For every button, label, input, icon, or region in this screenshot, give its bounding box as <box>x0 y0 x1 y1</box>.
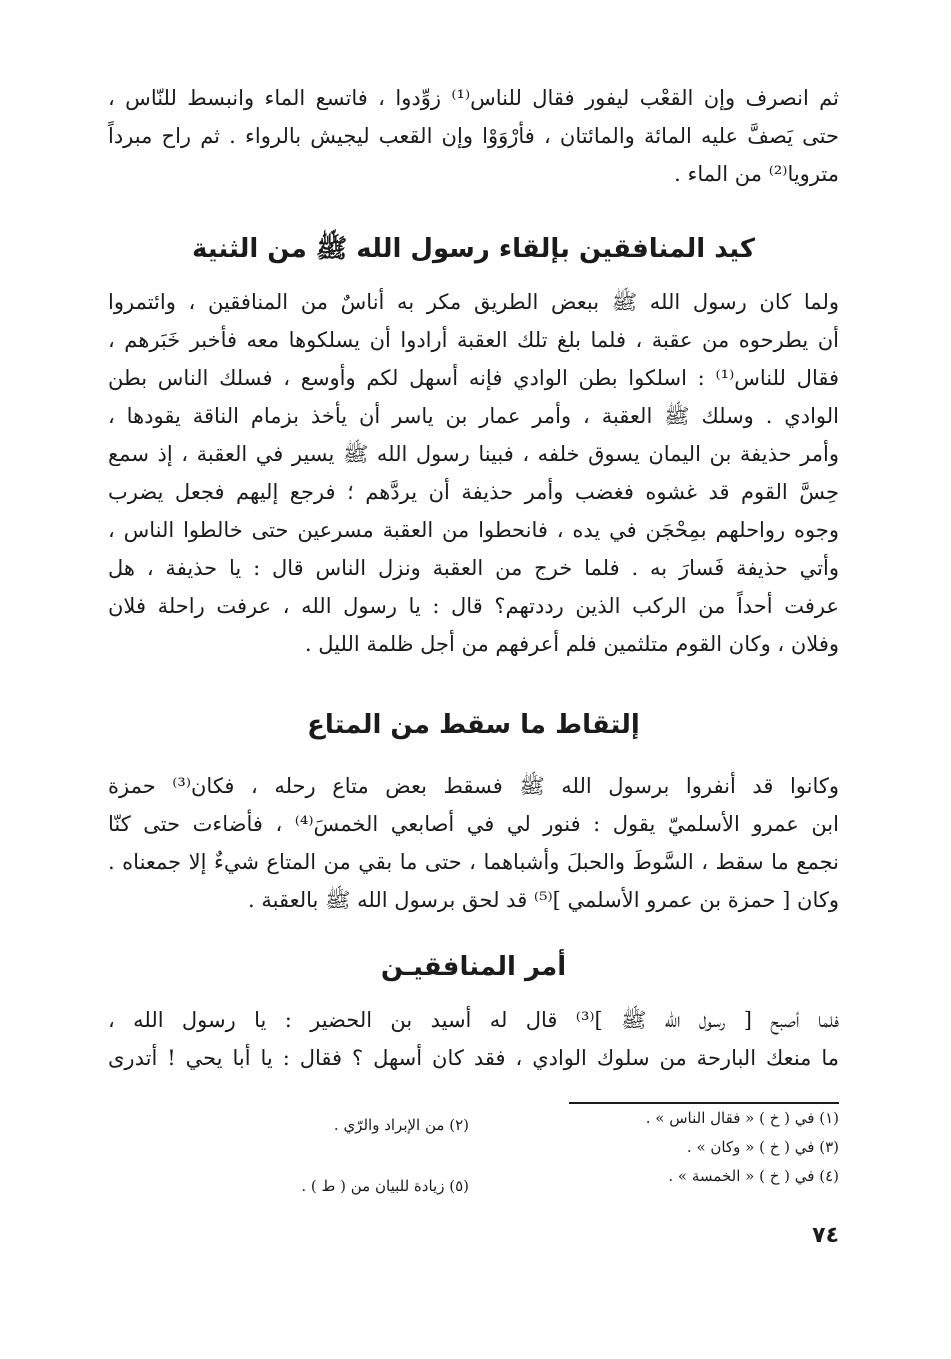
paragraph-water-miracle <box>108 79 839 193</box>
page-number: ٧٤ <box>812 1223 839 1248</box>
section-heading: كيد المنافقين بإلقاء رسول الله ﷺ من الثنية <box>191 234 756 264</box>
text-line: أن يطرحوه من عقبة ، فلما بلغ تلك العقبة أرادوا أن يسلكوها معه فأخبر خَبَرهم ، <box>108 328 839 352</box>
text-line: وأتي حذيفة فَسارَ به . فلما خرج من العقبة ونزل الناس قال : يا حذيفة ، هل <box>108 556 839 580</box>
text-line: حتى يَصفَّ عليه المائة والمائتان ، فأرْوَوْا وإن القعب ليجيش بالرواء . ثم راح مبرداً <box>108 124 839 148</box>
text-line: عرفت أحداً من الركب الذين رددتهم؟ قال : يا رسول الله ، عرفت راحلة فلان <box>108 594 839 618</box>
section-heading: أمر المنافقيـن <box>380 952 567 982</box>
footnote-divider <box>569 1102 839 1104</box>
text-line: ثم انصرف وإن القعْب ليفور فقال للناس⁽¹⁾ زوِّدوا ، فاتسع الماء وانبسط للنّاس ، <box>108 86 839 110</box>
footnote: (٣) في ( خ ) « وكان » . <box>686 1138 839 1156</box>
text-line: وجوه رواحلهم بمِحْجَن في يده ، فانحطوا من العقبة مسرعين حتى خالطوا الناس ، <box>108 518 839 542</box>
text-line: ما منعك البارحة من سلوك الوادي ، فقد كان أسهل ؟ فقال : يا أبا يحي ! أتدرى <box>108 1046 839 1070</box>
text-line: فقال للناس⁽¹⁾ : اسلكوا بطن الوادي فإنه أسهل لكم وأوسع ، فسلك الناس بطن <box>108 366 839 390</box>
text-line: مترويا⁽²⁾ من الماء . <box>674 162 839 186</box>
text-line: الوادي . وسلك ﷺ العقبة ، وأمر عمار بن ياسر أن يأخذ بزمام الناقة يقودها ، <box>108 404 839 428</box>
section-heading: إلتقاط ما سقط من المتاع <box>307 710 640 740</box>
footnote: (٤) في ( خ ) « الخمسة » . <box>668 1167 839 1185</box>
text-line: ابن عمرو الأسلميّ يقول : فنور لي في أصابعي الخمسَ⁽⁴⁾ ، فأضاءت حتى كنّا <box>108 812 839 836</box>
text-line: ولما كان رسول الله ﷺ ببعض الطريق مكر به أناسٌ من المنافقين ، وائتمروا <box>108 290 839 314</box>
footnote: (٢) من الإبراد والرّي . <box>333 1116 469 1134</box>
footnote: (١) في ( خ ) « فقال الناس » . <box>645 1109 839 1127</box>
text-line: وأمر حذيفة بن اليمان يسوق خلفه ، فبينا رسول الله ﷺ يسير في العقبة ، إذ سمع <box>108 442 839 466</box>
paragraph-hypocrites-plot <box>108 283 839 663</box>
text-line: وفلان ، وكان القوم متلثمين فلم أعرفهم من أجل ظلمة الليل . <box>304 632 839 656</box>
text-line: وكان [ حمزة بن عمرو الأسلمي ]⁽⁵⁾ قد لحق برسول الله ﷺ بالعقبة . <box>248 888 839 912</box>
footnote: (٥) زيادة للبيان من ( ط ) . <box>301 1177 469 1195</box>
text-line: نجمع ما سقط ، السَّوطَ والحبلَ وأشباهما ، حتى ما بقي من المتاع شيءٌ إلا جمعناه . <box>108 850 839 874</box>
paragraph-hypocrites-matter <box>108 1001 839 1077</box>
paragraph-lost-goods <box>108 767 839 919</box>
text-line: فلما أصبح [ رسول الله ﷺ ]⁽³⁾ قال له أسيد بن الحضير : يا رسول الله ، <box>108 1008 839 1032</box>
text-line: وكانوا قد أنفروا برسول الله ﷺ فسقط بعض متاع رحله ، فكان⁽³⁾ حمزة <box>108 774 839 798</box>
text-line: حِسَّ القوم قد غشوه فغضب وأمر حذيفة أن يردَّهم ؛ فرجع إليهم فجعل يضرب <box>108 480 839 504</box>
